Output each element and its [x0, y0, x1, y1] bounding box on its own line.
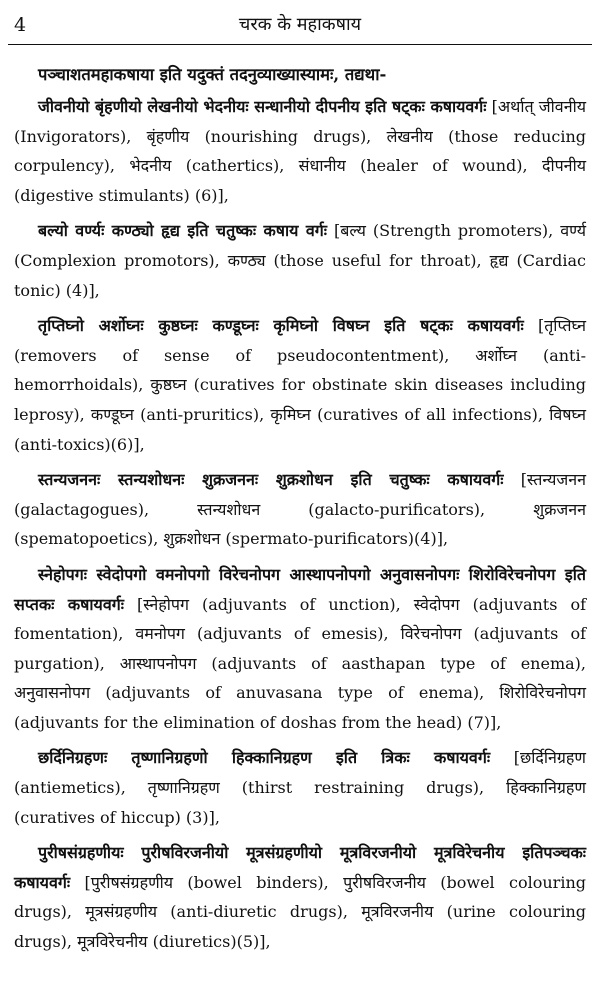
page-header — [0, 0, 600, 46]
intro-line: पञ्चाशतमहाकषाया इति यदुक्तं तदनुव्याख्यास्यामः, तद्यथा- — [38, 65, 387, 84]
sanskrit-verse: बल्यो वर्ण्यः कण्ठ्यो हृद्य इति चतुष्कः कषाय वर्गः — [38, 221, 328, 241]
paragraph-2 — [14, 216, 586, 305]
page-number: 4 — [14, 14, 27, 36]
verse-gloss: [पुरीषसंग्रहणीय (bowel binders), पुरीषविरजनीय (bowel colouring drugs), मूत्रसंग्रहणीय (anti-diuretic drugs), मूत्रविरजनीय (urine colouring drugs), मूत्रविरेचनीय (diuretics)(5)], — [14, 872, 586, 952]
sanskrit-verse: तृप्तिघ्नो अर्शोघ्नः कुष्ठघ्नः कण्डूघ्नः कृमिघ्नो विषघ्न इति षट्कः कषायवर्गः — [38, 316, 524, 336]
verse-gloss: [छर्दिनिग्रहण (antiemetics), तृष्णानिग्रहण (thirst restraining drugs), हिक्कानिग्रहण (curatives of hiccup) (3)], — [14, 748, 586, 827]
paragraph-1 — [14, 92, 586, 210]
sanskrit-verse: स्तन्यजननः स्तन्यशोधनः शुक्रजननः शुक्रशोधन इति चतुष्कः कषायवर्गः — [38, 470, 504, 490]
sanskrit-verse: स्नेहोपगः स्वेदोपगो वमनोपगो विरेचनोपग आस्थापनोपगो अनुवासनोपगः शिरोविरेचनोपग इति सप्तकः कषायवर्गः — [14, 564, 586, 614]
sanskrit-verse: पुरीषसंग्रहणीयः पुरीषविरजनीयो मूत्रसंग्रहणीयो मूत्रविरजनीयो मूत्रविरेचनीय इतिपञ्चकः कषायवर्गः — [14, 843, 586, 892]
verse-gloss: [स्तन्यजनन (galactagogues), स्तन्यशोधन (galacto-purificators), शुक्रजनन (spematopoetics), शुक्रशोधन (spermato-purificators)(4)], — [14, 470, 586, 549]
running-title: चरक के महाकषाय — [238, 14, 362, 35]
paragraph-4 — [14, 465, 586, 554]
header-rule — [8, 44, 592, 45]
page-body — [14, 60, 586, 963]
verse-gloss: [अर्थात् जीवनीय (Invigorators), बृंहणीय (nourishing drugs), लेखनीय (those reducing corpulency), भेदनीय (cathertics), संधानीय (healer of wound), दीपनीय (digestive stimulants) (6)], — [14, 97, 586, 205]
paragraph-6 — [14, 743, 586, 832]
verse-gloss: [तृप्तिघ्न (removers of sense of pseudocontentment), अर्शोघ्न (anti-hemorrhoidals), कुष्ठघ्न (curatives for obstinate skin diseases including leprosy), कण्डूघ्न (anti-pruritics), कृमिघ्न (curatives of all infections), विषघ्न (anti-toxics)(6)], — [14, 316, 586, 454]
verse-gloss: [स्नेहोपग (adjuvants of unction), स्वेदोपग (adjuvants of fomentation), वमनोपग (adjuvants of emesis), विरेचनोपग (adjuvants of purgation), आस्थापनोपग (adjuvants of aasthapan type of enema), अनुवासनोपग (adjuvants of anuvasana type of enema), शिरोविरेचनोपग (adjuvants for the elimination of doshas from the head) (7)], — [14, 594, 586, 732]
paragraph-3 — [14, 311, 586, 459]
paragraph-5 — [14, 560, 586, 738]
sanskrit-verse: छर्दिनिग्रहणः तृष्णानिग्रहणो हिक्कानिग्रहण इति त्रिकः कषायवर्गः — [38, 748, 491, 768]
sanskrit-verse: जीवनीयो बृंहणीयो लेखनीयो भेदनीयः सन्धानीयो दीपनीय इति षट्कः कषायवर्गः — [38, 97, 487, 116]
paragraph-7 — [14, 838, 586, 956]
verse-gloss: [बल्य (Strength promoters), वर्ण्य (Complexion promotors), कण्ठ्य (those useful for throat), हृद्य (Cardiac tonic) (4)], — [14, 221, 586, 300]
